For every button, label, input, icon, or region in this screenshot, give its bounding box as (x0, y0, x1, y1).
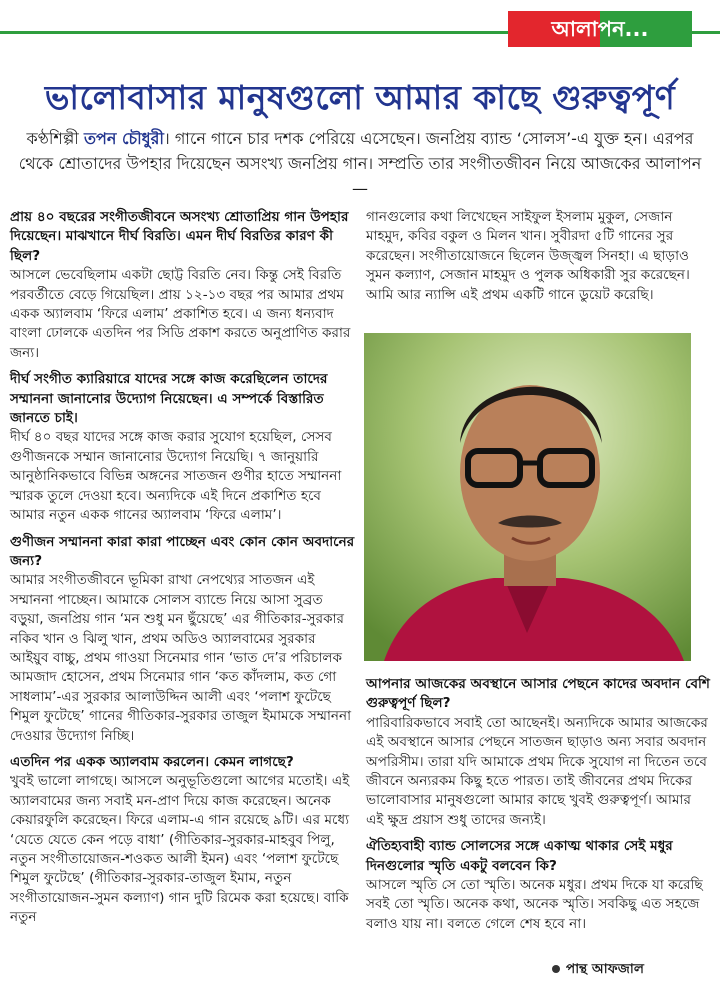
question-2: দীর্ঘ সংগীত ক্যারিয়ারে যাদের সঙ্গে কাজ করেছিলেন তাদের সম্মাননা জানানোর উদ্যোগ নিয়েছেন। এ সম্পর্কে বিস্তারিত জানতে চাই। (10, 371, 328, 427)
intro-name: তপন চৌধুরী (83, 129, 165, 148)
right-column-top (366, 208, 710, 312)
intro-lead: কণ্ঠশিল্পী (26, 129, 84, 148)
answer-2: দীর্ঘ ৪০ বছর যাদের সঙ্গে কাজ করার সুযোগ হয়েছিল, সেসব গুণীজনকে সম্মান জানানোর উদ্যোগ নিয়েছি। ৭ জানুয়ারি আনুষ্ঠানিকভাবে বিভিন্ন অঙ্গনের সাতজন গুণীর হাতে সম্মাননা স্মারক তুলে দেওয়া হবে। অন্যদিকে এই দিনে প্রকাশিত হবে আমার নতুন একক গানের অ্যালবাম ‘ফিরে এলাম’। (10, 429, 342, 524)
section-tag-label: আলাপন... (551, 17, 649, 41)
article-title: ভালোবাসার মানুষগুলো আমার কাছে গুরুত্বপূর্ণ (44, 78, 676, 117)
right-column-bottom (366, 675, 710, 941)
article-intro (14, 126, 706, 201)
section-tag (508, 11, 692, 47)
question-6: ঐতিহ্যবাহী ব্যান্ড সোলসের সঙ্গে একাত্ম থাকার সেই মধুর দিনগুলোর স্মৃতি একটু বলবেন কি? (366, 838, 673, 874)
answer-3: আমার সংগীতজীবনে ভূমিকা রাখা নেপথ্যের সাতজন এই সম্মাননা পাচ্ছেন। আমাকে সোলস ব্যান্ডে নিয়ে আসা সুব্রত বড়ুয়া, জনপ্রিয় গান ‘মন শুধু মন ছুঁয়েছে’ এর গীতিকার-সুরকার নকিব খান ও ঝিলু খান, প্রথম অডিও অ্যালবামের সুরকার আইয়ুব বাচ্চু, প্রথম গাওয়া সিনেমার গান ‘ভাত দে’র পরিচালক আমজাদ হোসেন, প্রথম সিনেমার গান ‘কত কাঁদলাম, কত গো সাধলাম’-এর সুরকার আলাউদ্দিন আলী এবং ‘পলাশ ফুটেছে শিমুল ফুটেছে’ গানের গীতিকার-সুরকার তাজুল ইমামকে সম্মাননা দেওয়ার উদ্যোগ নিচ্ছি। (10, 572, 352, 744)
intro-rest: । গানে গানে চার দশক পেরিয়ে এসেছেন। জনপ্রিয় ব্যান্ড ‘সোলস’-এ যুক্ত হন। এরপর থেকে শ্রোতাদের উপহার দিয়েছেন অসংখ্য জনপ্রিয় গান। সম্প্রতি তার সংগীতজীবন নিয়ে আজকের আলাপন— (18, 129, 702, 198)
question-5: আপনার আজকের অবস্থানে আসার পেছনে কাদের অবদান বেশি গুরুত্বপূর্ণ ছিল? (366, 676, 710, 712)
author-name: পান্থ আফজাল (566, 961, 644, 977)
bullet-icon (552, 965, 560, 973)
author-byline (552, 958, 644, 981)
answer-5: পারিবারিকভাবে সবাই তো আছেনই। অন্যদিকে আমার আজকের এই অবস্থানে আসার পেছনে সাতজন ছাড়াও অন্য সবার অবদান অপরিসীম। তারা যদি আমাকে প্রথম দিকে সুযোগ না দিতেন তবে জীবনে অন্যরকম কিছু হতে পারত। তাই জীবনের প্রথম দিকের ভালোবাসার মানুষগুলো আমার কাছে খুবই গুরুত্বপূর্ণ। আমার এই ক্ষুদ্র প্রয়াস শুধু তাদের জন্যই। (366, 714, 708, 828)
answer-1: আসলে ভেবেছিলাম একটা ছোট্ট বিরতি নেব। কিন্তু সেই বিরতি পরবর্তীতে বেড়ে গিয়েছিল। প্রায় ১২-১৩ বছর পর আমার প্রথম একক অ্যালবাম ‘ফিরে এলাম’ প্রকাশিত হবে। এ জন্য ধন্যবাদ বাংলা ঢোলকে এতদিন পর সিডি প্রকাশ করতে অনুপ্রাণিত করার জন্য। (10, 267, 351, 361)
answer-4: খুবই ভালো লাগছে। আসলে অনুভূতিগুলো আগের মতোই। এই অ্যালবামের জন্য সবাই মন-প্রাণ দিয়ে কাজ করেছেন। অনেক কেয়ারফুলি করেছেন। ফিরে এলাম-এ গান রয়েছে ৯টি। এর মধ্যে ‘যেতে যেতে কেন পড়ে বাধা’ (গীতিকার-সুরকার-মাহবুব পিলু, নতুন সংগীতায়োজন-শওকত আলী ইমন) এবং ‘পলাশ ফুটেছে শিমুল ফুটেছে’ (গীতিকার-সুরকার-তাজুল ইমাম, নতুন সংগীতায়োজন-সুমন কল্যাণ) গান দুটি রিমেক করা হয়েছে। বাকি নতুন (10, 773, 350, 926)
left-column (10, 208, 356, 935)
question-4: এতদিন পর একক অ্যালবাম করলেন। কেমন লাগছে? (10, 753, 294, 770)
answer-6: আসলে স্মৃতি সে তো স্মৃতি। অনেক মধুর। প্রথম দিকে যা করেছি সবই তো স্মৃতি। অনেক কথা, অনেক স্মৃতি। সবকিছু এত সহজে বলাও যায় না। বলতে গেলে শেষ হবে না। (366, 877, 703, 932)
question-1: প্রায় ৪০ বছরের সংগীতজীবনে অসংখ্য শ্রোতাপ্রিয় গান উপহার দিয়েছেন। মাঝখানে দীর্ঘ বিরতি। এমন দীর্ঘ বিরতির কারণ কী ছিল? (10, 209, 349, 264)
answer-4-continued: গানগুলোর কথা লিখেছেন সাইফুল ইসলাম মুকুল, সেজান মাহমুদ, কবির বকুল ও মিলন খান। সুবীরদা ৫টি গানের সুর করেছেন। সংগীতায়োজনে ছিলেন উজ্জ্বল সিনহা। এ ছাড়াও সুমন কল্যাণ, সেজান মাহমুদ ও পুলক অধিকারী সুর করেছেন। আমি আর ন্যান্সি এই প্রথম একটি গানে ডুয়েট করেছি। (366, 209, 690, 303)
portrait-photo (364, 333, 691, 661)
portrait-illustration (364, 333, 691, 661)
question-3: গুণীজন সম্মাননা কারা কারা পাচ্ছেন এবং কোন কোন অবদানের জন্য? (10, 533, 355, 569)
